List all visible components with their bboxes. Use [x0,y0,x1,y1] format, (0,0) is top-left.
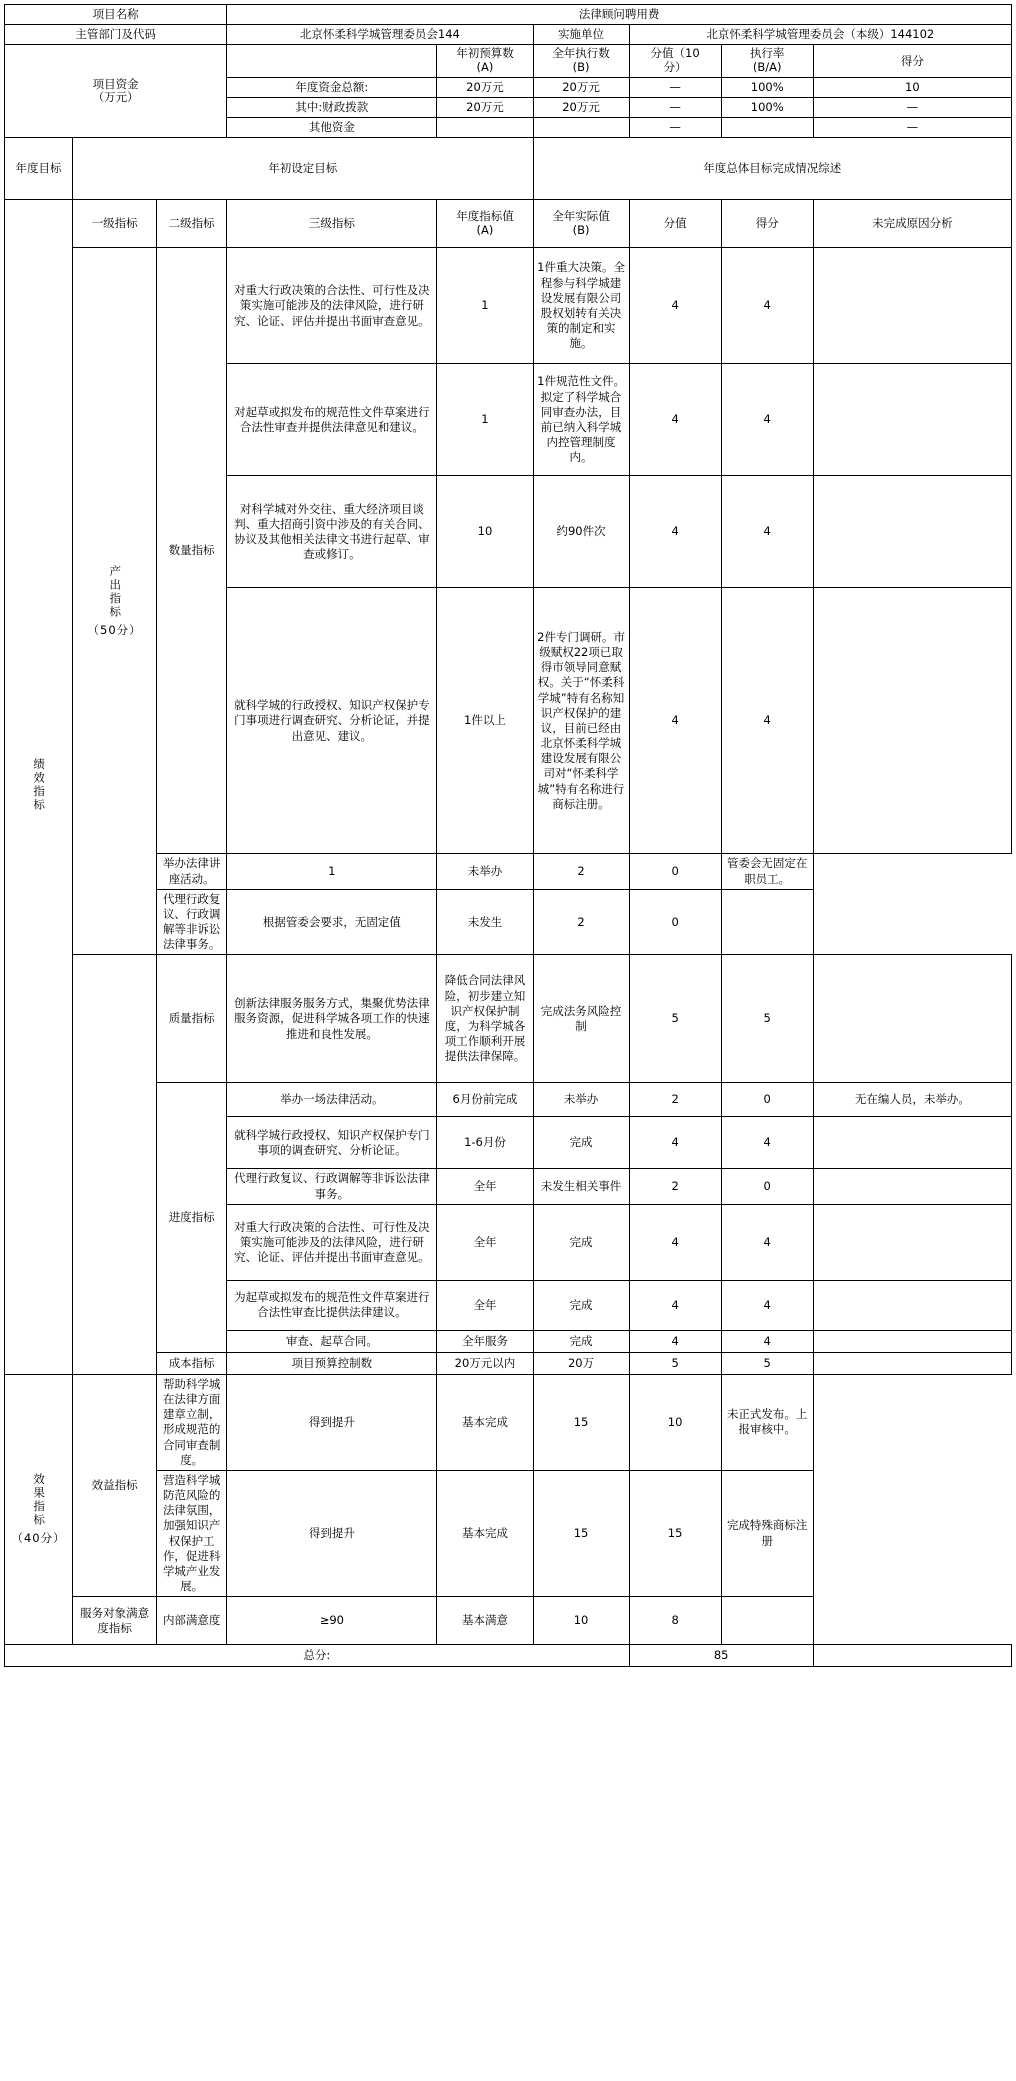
row-score: 4 [721,364,813,476]
impl-unit-value: 北京怀柔科学城管理委员会（本级）144102 [629,25,1011,45]
total-row [5,1645,1012,1667]
row-reason [813,1117,1011,1169]
row-value: 15 [533,1470,629,1596]
row-level3: 审查、起草合同。 [227,1330,437,1352]
row-score: 4 [721,248,813,364]
project-name-row [5,5,1012,25]
row-target: 全年服务 [437,1330,533,1352]
funds-row-value: — [629,98,721,118]
row-value: 4 [629,1330,721,1352]
row-actual: 完成 [533,1204,629,1280]
table-row [5,1374,1012,1470]
row-score: 4 [721,1204,813,1280]
row-level3: 就科学城行政授权、知识产权保护专门事项的调查研究、分析论证。 [227,1117,437,1169]
row-level3: 对科学城对外交往、重大经济项目谈判、重大招商引资中涉及的有关合同、协议及其他相关法律文书进行起草、审查或修订。 [227,476,437,588]
row-target: 全年 [437,1169,533,1204]
row-value: 4 [629,248,721,364]
funds-row-score: 10 [813,77,1011,97]
row-reason [813,1352,1011,1374]
row-target: 全年 [437,1204,533,1280]
row-score: 4 [721,476,813,588]
row-value: 2 [629,1169,721,1204]
score-header: 得分 [721,200,813,248]
row-actual: 约90件次 [533,476,629,588]
funds-exec-rate-header: 执行率 (B/A) [721,45,813,78]
row-actual: 未举办 [437,854,533,889]
row-value: 4 [629,476,721,588]
row-score: 5 [721,1352,813,1374]
funds-row-value: — [629,118,721,138]
group-quality-label: 质量指标 [157,955,227,1083]
level3-header: 三级指标 [227,200,437,248]
actual-b-header: 全年实际值 (B) [533,200,629,248]
row-level3: 就科学城的行政授权、知识产权保护专门事项进行调查研究、分析论证，并提出意见、建议。 [227,588,437,854]
row-actual: 完成 [533,1117,629,1169]
department-row [5,25,1012,45]
row-actual: 1件重大决策。全程参与科学城建设发展有限公司股权划转有关决策的制定和实施。 [533,248,629,364]
funds-row-name: 其他资金 [227,118,437,138]
row-target: 得到提升 [227,1374,437,1470]
row-level3: 项目预算控制数 [227,1352,437,1374]
row-value: 4 [629,1280,721,1330]
row-score: 0 [629,889,721,955]
row-reason: 管委会无固定在职员工。 [721,854,813,889]
row-level3: 营造科学城防范风险的法律氛围，加强知识产权保护工作，促进科学城产业发展。 [157,1470,227,1596]
row-reason [813,1330,1011,1352]
funds-row-budget: 20万元 [437,98,533,118]
funds-row-value: — [629,77,721,97]
group-output-label: 产出指标 （50分） [73,248,157,955]
row-actual: 完成 [533,1280,629,1330]
row-target: 全年 [437,1280,533,1330]
indicator-header-row [5,200,1012,248]
impl-unit-label: 实施单位 [533,25,629,45]
group-benefit-label: 效益指标 [73,1374,157,1596]
row-value: 5 [629,1352,721,1374]
row-reason [813,1280,1011,1330]
table-row [5,955,1012,1083]
funds-row-exec: 20万元 [533,77,629,97]
row-reason: 完成特殊商标注册 [721,1470,813,1596]
row-score: 0 [629,854,721,889]
group-cost-label: 成本指标 [157,1352,227,1374]
row-score: 0 [721,1169,813,1204]
row-target: 1-6月份 [437,1117,533,1169]
row-score: 5 [721,955,813,1083]
row-value: 5 [629,955,721,1083]
funds-row-rate: 100% [721,77,813,97]
row-actual: 20万 [533,1352,629,1374]
row-reason [813,955,1011,1083]
funds-score-header: 得分 [813,45,1011,78]
row-target: 1件以上 [437,588,533,854]
row-actual: 基本完成 [437,1374,533,1470]
row-reason: 无在编人员，未举办。 [813,1083,1011,1117]
row-reason [813,1204,1011,1280]
funds-row-budget [437,118,533,138]
row-score: 8 [629,1597,721,1645]
row-level3: 对起草或拟发布的规范性文件草案进行合法性审查并提供法律意见和建议。 [227,364,437,476]
row-value: 2 [629,1083,721,1117]
row-level3: 代理行政复议、行政调解等非诉讼法律事务。 [227,1169,437,1204]
row-target: 20万元以内 [437,1352,533,1374]
funds-row-exec: 20万元 [533,98,629,118]
reason-header: 未完成原因分析 [813,200,1011,248]
row-score: 4 [721,1280,813,1330]
row-level3: 内部满意度 [157,1597,227,1645]
funds-side-label-line2: （万元） [92,90,139,105]
row-actual: 完成法务风险控制 [533,955,629,1083]
annual-goal-row [5,138,1012,200]
funds-budget-a-header: 年初预算数 (A) [437,45,533,78]
total-label: 总分: [5,1645,630,1667]
group-progress-label: 进度指标 [157,1083,227,1352]
project-name-value: 法律顾问聘用费 [227,5,1012,25]
row-level3: 帮助科学城在法律方面建章立制，形成规范的合同审查制度。 [157,1374,227,1470]
row-level3: 举办一场法律活动。 [227,1083,437,1117]
annual-goal-set-header: 年初设定目标 [73,138,533,200]
level1-header: 一级指标 [73,200,157,248]
row-target: 10 [437,476,533,588]
row-score: 10 [629,1374,721,1470]
perf-indicator-label: 绩效指标 [5,200,73,1374]
group-quantity-label: 数量指标 [157,248,227,854]
row-actual: 完成 [533,1330,629,1352]
department-value: 北京怀柔科学城管理委员会144 [227,25,533,45]
row-score: 4 [721,588,813,854]
row-actual: 基本完成 [437,1470,533,1596]
funds-side-label [5,45,227,138]
project-name-label: 项目名称 [5,5,227,25]
group-satisfaction-label: 服务对象满意度指标 [73,1597,157,1645]
funds-row-score: — [813,98,1011,118]
row-target: 降低合同法律风险，初步建立知识产权保护制度，为科学城各项工作顺利开展提供法律保障。 [437,955,533,1083]
funds-row-score: — [813,118,1011,138]
row-level3: 代理行政复议、行政调解等非诉讼法律事务。 [157,889,227,955]
row-target: ≥90 [227,1597,437,1645]
row-value: 4 [629,364,721,476]
total-value: 85 [629,1645,813,1667]
funds-header-row [5,45,1012,78]
funds-row-rate [721,118,813,138]
row-value: 2 [533,889,629,955]
row-value: 15 [533,1374,629,1470]
table-row [5,248,1012,364]
score-value-header: 分值 [629,200,721,248]
funds-row-budget: 20万元 [437,77,533,97]
row-actual: 基本满意 [437,1597,533,1645]
row-score: 4 [721,1330,813,1352]
row-level3: 对重大行政决策的合法性、可行性及决策实施可能涉及的法律风险，进行研究、论证、评估并提出书面审查意见。 [227,1204,437,1280]
department-label: 主管部门及代码 [5,25,227,45]
row-score: 4 [721,1117,813,1169]
group-output-label-cont [73,955,157,1374]
row-reason [813,1169,1011,1204]
funds-blank-header [227,45,437,78]
row-actual: 未发生相关事件 [533,1169,629,1204]
row-value: 4 [629,588,721,854]
row-target: 1 [437,364,533,476]
row-value: 4 [629,1204,721,1280]
annual-goal-summary-header: 年度总体目标完成情况综述 [533,138,1012,200]
row-reason [813,588,1011,854]
row-level3: 举办法律讲座活动。 [157,854,227,889]
target-a-header: 年度指标值 (A) [437,200,533,248]
funds-side-label-line1: 项目资金 [92,76,139,91]
group-effect-label: 效果指标 （40分） [5,1374,73,1644]
row-reason [813,476,1011,588]
level2-header: 二级指标 [157,200,227,248]
table-row [5,1597,1012,1645]
funds-row-name: 年度资金总额: [227,77,437,97]
row-reason [813,364,1011,476]
performance-table [4,4,1012,1667]
row-value: 2 [533,854,629,889]
funds-score-value-header: 分值（10 分） [629,45,721,78]
row-actual: 未发生 [437,889,533,955]
row-target: 1 [227,854,437,889]
row-score: 0 [721,1083,813,1117]
funds-exec-b-header: 全年执行数 (B) [533,45,629,78]
row-value: 10 [533,1597,629,1645]
row-target: 根据管委会要求，无固定值 [227,889,437,955]
funds-row-exec [533,118,629,138]
row-level3: 为起草或拟发布的规范性文件草案进行合法性审查比提供法律建议。 [227,1280,437,1330]
funds-row-name: 其中:财政拨款 [227,98,437,118]
row-reason: 未正式发布。上报审核中。 [721,1374,813,1470]
row-actual: 未举办 [533,1083,629,1117]
row-target: 得到提升 [227,1470,437,1596]
funds-row-rate: 100% [721,98,813,118]
annual-goal-label: 年度目标 [5,138,73,200]
row-reason [813,248,1011,364]
row-actual: 1件规范性文件。拟定了科学城合同审查办法，目前已纳入科学城内控管理制度内。 [533,364,629,476]
total-blank [813,1645,1011,1667]
row-value: 4 [629,1117,721,1169]
row-level3: 创新法律服务服务方式，集聚优势法律服务资源，促进科学城各项工作的快速推进和良性发展。 [227,955,437,1083]
row-actual: 2件专门调研。市级赋权22项已取得市领导同意赋权。关于“怀柔科学城”特有名称知识产权保护的建议，目前已经由北京怀柔科学城建设发展有限公司对“怀柔科学城”特有名称进行商标注册。 [533,588,629,854]
row-target: 1 [437,248,533,364]
row-reason [721,889,813,955]
row-target: 6月份前完成 [437,1083,533,1117]
row-score: 15 [629,1470,721,1596]
row-reason [721,1597,813,1645]
row-level3: 对重大行政决策的合法性、可行性及决策实施可能涉及的法律风险，进行研究、论证、评估并提出书面审查意见。 [227,248,437,364]
